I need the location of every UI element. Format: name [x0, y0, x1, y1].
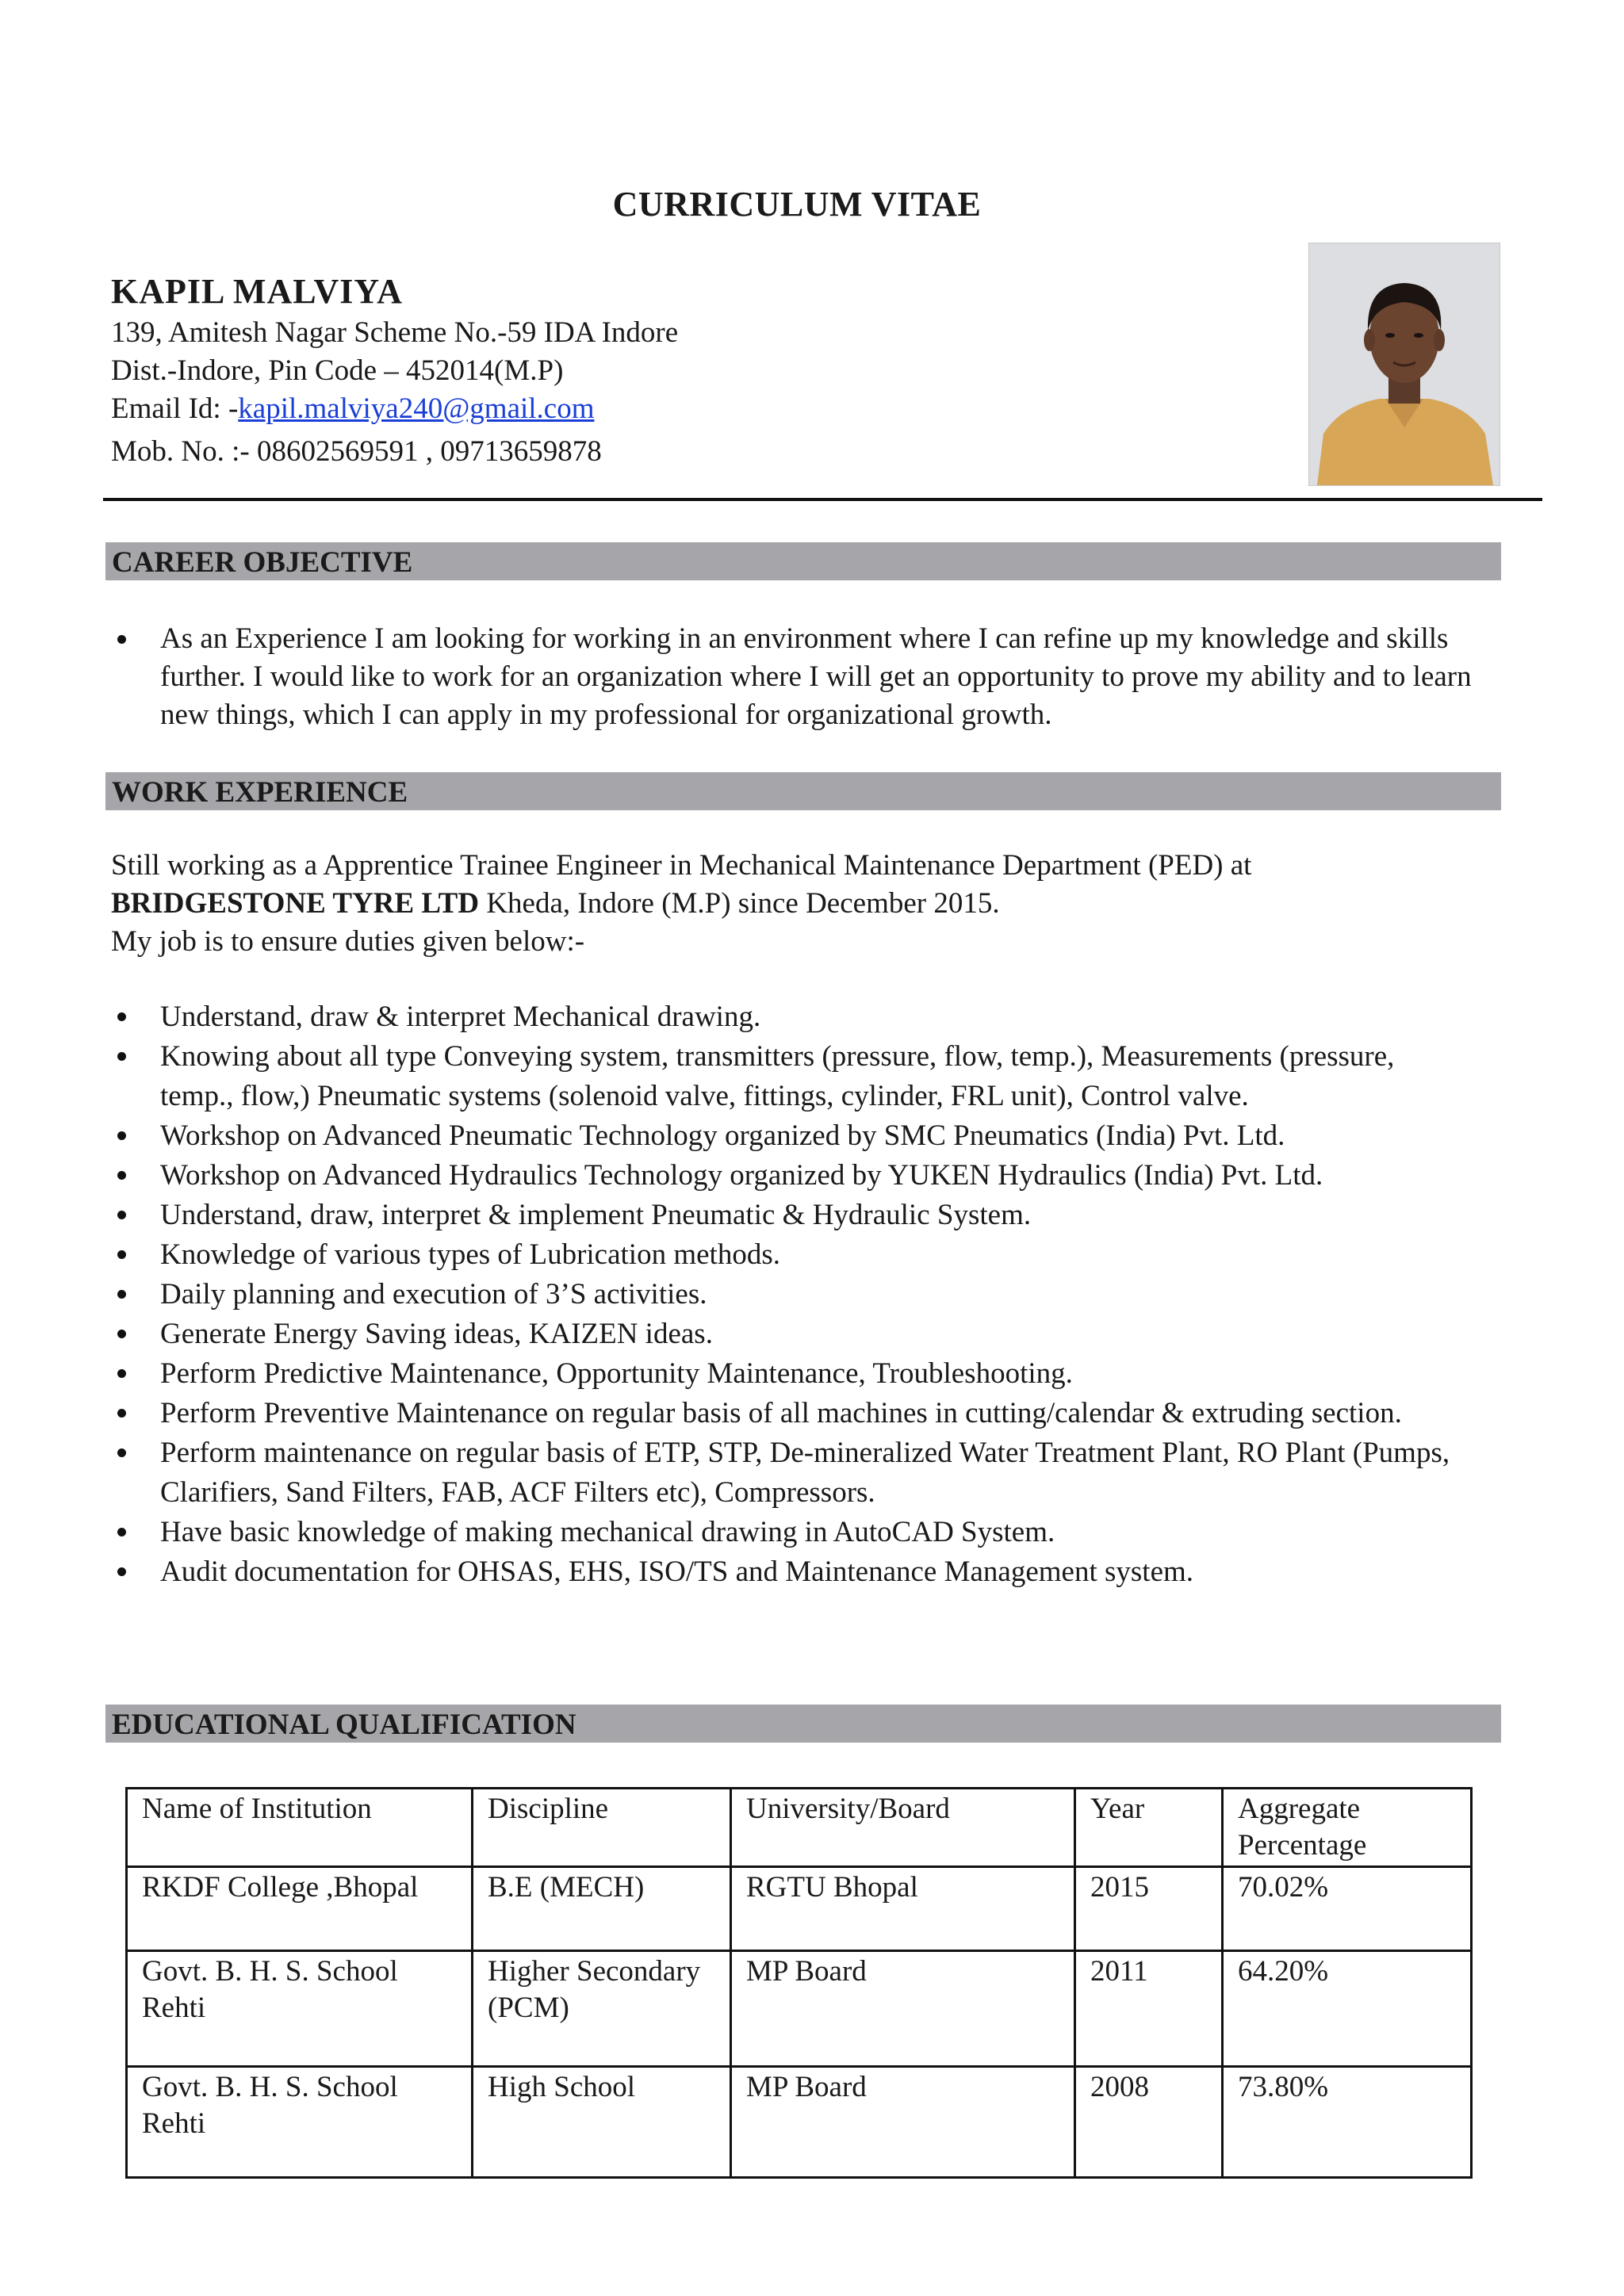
career-objective-header [105, 542, 1501, 580]
bullet-dot-icon [117, 1448, 126, 1457]
list-item: Daily planning and execution of 3’S activities. [111, 1275, 1475, 1314]
column-header: University/Board [731, 1789, 1075, 1867]
table-cell: 2015 [1075, 1867, 1223, 1951]
table-cell: 2011 [1075, 1951, 1223, 2067]
list-item: Have basic knowledge of making mechanical drawing in AutoCAD System. [111, 1513, 1475, 1552]
bullet-dot-icon [117, 635, 126, 644]
list-item: Knowledge of various types of Lubrication methods. [111, 1235, 1475, 1275]
list-item: Workshop on Advanced Pneumatic Technology organized by SMC Pneumatics (India) Pvt. Ltd. [111, 1116, 1475, 1156]
career-objective-item: As an Experience I am looking for working in an environment where I can refine up my knowledge and skills further. I would like to work for an organization where I will get an opportunity to prove my ability and to learn new things, which I can apply in my professional for organizational growth. [111, 620, 1475, 734]
career-objective-list [111, 620, 1475, 734]
education-title: EDUCATIONAL QUALIFICATION [112, 1709, 576, 1741]
bullet-dot-icon [117, 1012, 126, 1021]
table-row [127, 1867, 1472, 1951]
table-cell: MP Board [731, 2067, 1075, 2178]
address-line-2: Dist.-Indore, Pin Code – 452014(M.P) [111, 354, 564, 387]
table-cell: MP Board [731, 1951, 1075, 2067]
bullet-dot-icon [117, 1131, 126, 1140]
mobile-line: Mob. No. :- 08602569591 , 09713659878 [111, 435, 602, 468]
document-title: CURRICULUM VITAE [612, 185, 982, 224]
bullet-dot-icon [117, 1409, 126, 1418]
table-cell: Govt. B. H. S. School Rehti [127, 1951, 473, 2067]
table-cell: 64.20% [1223, 1951, 1472, 2067]
list-item: Perform maintenance on regular basis of ETP, STP, De-mineralized Water Treatment Plant, RO Plant (Pumps, Clarifiers, Sand Filters, FAB, ACF Filters etc), Compressors. [111, 1433, 1475, 1513]
column-header: Aggregate Percentage [1223, 1789, 1472, 1867]
table-cell: 2008 [1075, 2067, 1223, 2178]
person-photo-icon [1309, 243, 1500, 485]
list-item: Audit documentation for OHSAS, EHS, ISO/TS and Maintenance Management system. [111, 1552, 1475, 1592]
table-cell: B.E (MECH) [473, 1867, 731, 1951]
table-cell: RGTU Bhopal [731, 1867, 1075, 1951]
table-cell: 70.02% [1223, 1867, 1472, 1951]
table-cell: 73.80% [1223, 2067, 1472, 2178]
candidate-name: KAPIL MALVIYA [111, 272, 403, 311]
duties-intro: My job is to ensure duties given below:- [111, 925, 585, 958]
bullet-dot-icon [117, 1330, 126, 1338]
email-label: Email Id: - [111, 392, 239, 425]
profile-photo [1308, 243, 1500, 486]
bullet-dot-icon [117, 1567, 126, 1576]
address-line-1: 139, Amitesh Nagar Scheme No.-59 IDA Indore [111, 316, 679, 349]
column-header: Year [1075, 1789, 1223, 1867]
bullet-dot-icon [117, 1528, 126, 1536]
column-header: Name of Institution [127, 1789, 473, 1867]
work-experience-header [105, 772, 1501, 810]
bullet-dot-icon [117, 1211, 126, 1219]
list-item: Perform Predictive Maintenance, Opportunity Maintenance, Troubleshooting. [111, 1354, 1475, 1394]
header-divider [103, 498, 1542, 501]
list-item: Perform Preventive Maintenance on regular basis of all machines in cutting/calendar & extruding section. [111, 1394, 1475, 1433]
work-duties-list [111, 997, 1475, 1592]
education-header [105, 1705, 1501, 1743]
bullet-dot-icon [117, 1052, 126, 1061]
work-experience-intro: Still working as a Apprentice Trainee Engineer in Mechanical Maintenance Department (PED) at BRIDGESTONE TYRE LTD Kheda, Indore (M.P) since December 2015. [111, 849, 1252, 920]
table-cell: Govt. B. H. S. School Rehti [127, 2067, 473, 2178]
list-item: Knowing about all type Conveying system, transmitters (pressure, flow, temp.), Measurements (pressure, temp., flow,) Pneumatic systems (solenoid valve, fittings, cylinder, FRL unit), Control valve. [111, 1037, 1475, 1116]
list-item: Understand, draw & interpret Mechanical drawing. [111, 997, 1475, 1037]
column-header: Discipline [473, 1789, 731, 1867]
bullet-dot-icon [117, 1369, 126, 1378]
email-line [111, 392, 595, 426]
email-link[interactable]: kapil.malviya240@gmail.com [238, 392, 595, 425]
company-name: BRIDGESTONE TYRE LTD [111, 887, 480, 920]
table-header-row [127, 1789, 1472, 1867]
bullet-dot-icon [117, 1171, 126, 1180]
education-table [125, 1787, 1473, 2179]
table-cell: High School [473, 2067, 731, 2178]
bullet-dot-icon [117, 1250, 126, 1259]
bullet-dot-icon [117, 1290, 126, 1299]
table-row [127, 2067, 1472, 2178]
table-row [127, 1951, 1472, 2067]
table-cell: RKDF College ,Bhopal [127, 1867, 473, 1951]
career-objective-title: CAREER OBJECTIVE [112, 546, 413, 579]
list-item: Generate Energy Saving ideas, KAIZEN ideas. [111, 1314, 1475, 1354]
work-experience-title: WORK EXPERIENCE [112, 776, 408, 809]
table-cell: Higher Secondary (PCM) [473, 1951, 731, 2067]
list-item: Understand, draw, interpret & implement Pneumatic & Hydraulic System. [111, 1196, 1475, 1235]
list-item: Workshop on Advanced Hydraulics Technology organized by YUKEN Hydraulics (India) Pvt. Ltd. [111, 1156, 1475, 1196]
